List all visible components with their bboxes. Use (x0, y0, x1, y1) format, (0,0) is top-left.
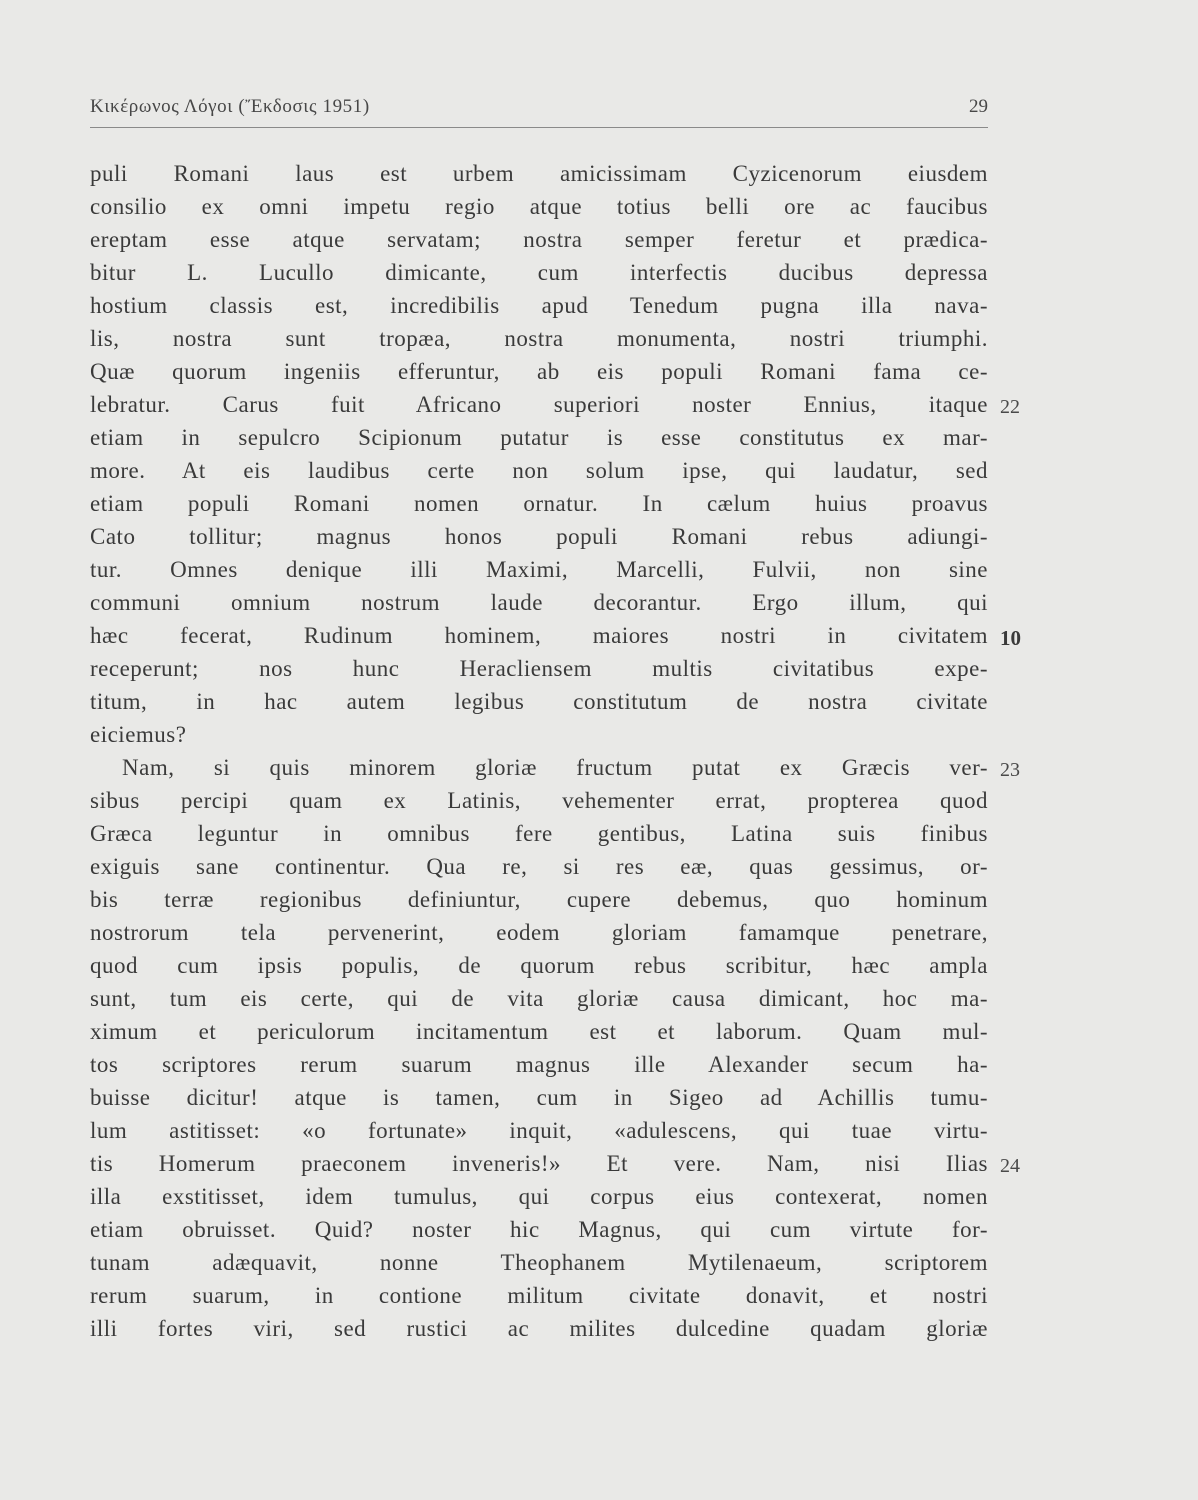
line-text: exiguis sane continentur. Qua re, si res eæ, quas gessimus, or- (90, 854, 988, 879)
line-text: titum, in hac autem legibus constitutum de nostra civitate (90, 689, 988, 714)
text-line (90, 553, 988, 586)
line-text: tunam adæquavit, nonne Theophanem Mytilenaeum, scriptorem (90, 1250, 988, 1275)
text-line (90, 586, 988, 619)
header-rule (90, 127, 988, 128)
text-line (90, 355, 988, 388)
line-text: tos scriptores rerum suarum magnus ille Alexander secum ha- (90, 1052, 988, 1077)
text-line (90, 916, 988, 949)
text-line (90, 949, 988, 982)
line-text: etiam obruisset. Quid? noster hic Magnus, qui cum virtute for- (90, 1217, 988, 1242)
text-line (90, 487, 988, 520)
line-text: tis Homerum praeconem inveneris!» Et vere. Nam, nisi Ilias (90, 1151, 988, 1176)
text-line (90, 850, 988, 883)
line-text: communi omnium nostrum laude decorantur. Ergo illum, qui (90, 590, 988, 615)
page-number: 29 (969, 96, 988, 117)
text-line (90, 190, 988, 223)
text-line (90, 454, 988, 487)
line-text: hostium classis est, incredibilis apud Tenedum pugna illa nava- (90, 293, 988, 318)
text-line (90, 289, 988, 322)
line-text: buisse dicitur! atque is tamen, cum in Sigeo ad Achillis tumu- (90, 1085, 988, 1110)
text-line (90, 1246, 988, 1279)
text-line (90, 223, 988, 256)
text-line (90, 1048, 988, 1081)
text-line (90, 322, 988, 355)
line-text: consilio ex omni impetu regio atque totius belli ore ac faucibus (90, 194, 988, 219)
line-text: sibus percipi quam ex Latinis, vehementer errat, propterea quod (90, 788, 988, 813)
line-text: lis, nostra sunt tropæa, nostra monumenta, nostri triumphi. (90, 326, 988, 351)
margin-section-number: 24 (1000, 1155, 1020, 1177)
text-line (90, 751, 1020, 784)
text-line (90, 619, 1021, 652)
text-line (90, 1015, 988, 1048)
text-line (90, 784, 988, 817)
text-body (90, 157, 1021, 1345)
line-text: sunt, tum eis certe, qui de vita gloriæ causa dimicant, hoc ma- (90, 986, 988, 1011)
line-text: etiam in sepulcro Scipionum putatur is esse constitutus ex mar- (90, 425, 988, 450)
margin-section-number: 10 (1000, 626, 1021, 650)
line-text: receperunt; nos hunc Heracliensem multis civitatibus expe- (90, 656, 988, 681)
line-text: nostrorum tela pervenerint, eodem gloriam famamque penetrare, (90, 920, 988, 945)
text-line (90, 157, 988, 190)
text-line (90, 421, 988, 454)
line-text: illa exstitisset, idem tumulus, qui corpus eius contexerat, nomen (90, 1184, 988, 1209)
text-line (90, 1213, 988, 1246)
line-text: bis terræ regionibus definiuntur, cupere debemus, quo hominum (90, 887, 988, 912)
line-text: etiam populi Romani nomen ornatur. In cælum huius proavus (90, 491, 988, 516)
text-line (90, 883, 988, 916)
text-line (90, 1114, 988, 1147)
running-title: Κικέρωνος Λόγοι (Ἔκδοσις 1951) (90, 96, 370, 117)
text-line (90, 388, 1020, 421)
margin-section-number: 23 (1000, 759, 1020, 781)
line-text: illi fortes viri, sed rustici ac milites dulcedine quadam gloriæ (90, 1316, 988, 1341)
line-text: ximum et periculorum incitamentum est et laborum. Quam mul- (90, 1019, 988, 1044)
text-line (90, 520, 988, 553)
text-line (90, 1081, 988, 1114)
line-text: lum astitisset: «o fortunate» inquit, «adulescens, qui tuae virtu- (90, 1118, 988, 1143)
line-text: bitur L. Lucullo dimicante, cum interfectis ducibus depressa (90, 260, 988, 285)
text-line (90, 1312, 988, 1345)
text-line (90, 652, 988, 685)
text-line (90, 1279, 988, 1312)
text-line (90, 817, 988, 850)
line-text: Quæ quorum ingeniis efferuntur, ab eis populi Romani fama ce- (90, 359, 988, 384)
line-text: Cato tollitur; magnus honos populi Romani rebus adiungi- (90, 524, 988, 549)
text-line (90, 1147, 1020, 1180)
text-line (90, 718, 988, 751)
line-text: Nam, si quis minorem gloriæ fructum putat ex Græcis ver- (122, 755, 988, 780)
line-text: ereptam esse atque servatam; nostra semper feretur et prædica- (90, 227, 988, 252)
text-line (90, 1180, 988, 1213)
line-text: quod cum ipsis populis, de quorum rebus scribitur, hæc ampla (90, 953, 988, 978)
running-head (90, 96, 988, 124)
margin-section-number: 22 (1000, 396, 1020, 418)
line-text: hæc fecerat, Rudinum hominem, maiores nostri in civitatem (90, 623, 988, 648)
line-text: Græca leguntur in omnibus fere gentibus, Latina suis finibus (90, 821, 988, 846)
line-text: tur. Omnes denique illi Maximi, Marcelli, Fulvii, non sine (90, 557, 988, 582)
line-text: rerum suarum, in contione militum civitate donavit, et nostri (90, 1283, 988, 1308)
text-line (90, 685, 988, 718)
line-text: eiciemus? (90, 722, 187, 747)
text-line (90, 982, 988, 1015)
line-text: more. At eis laudibus certe non solum ipse, qui laudatur, sed (90, 458, 988, 483)
text-line (90, 256, 988, 289)
line-text: puli Romani laus est urbem amicissimam Cyzicenorum eiusdem (90, 161, 988, 186)
line-text: lebratur. Carus fuit Africano superiori noster Ennius, itaque (90, 392, 988, 417)
